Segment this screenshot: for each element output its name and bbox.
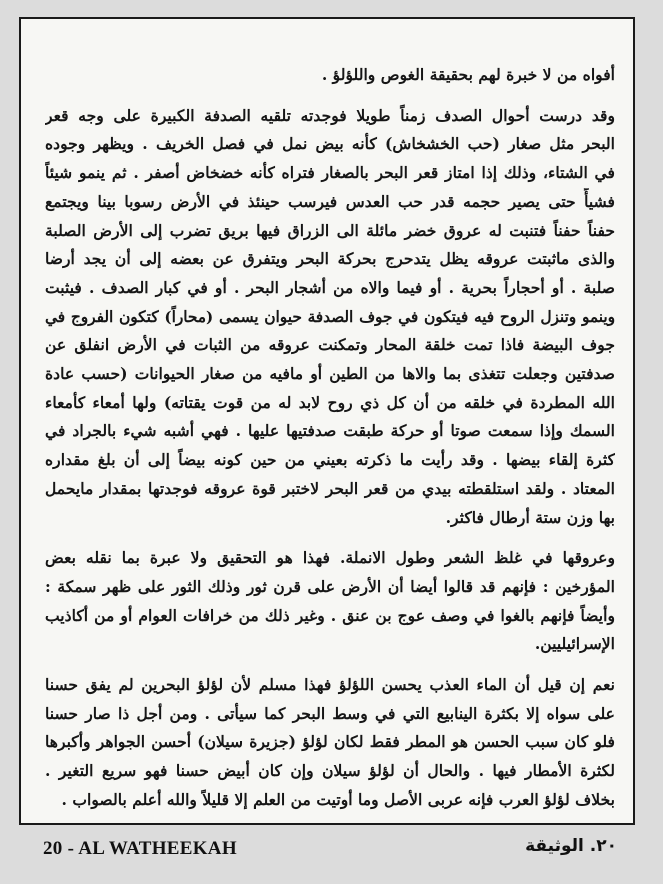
text-line: في الشتاء، وذلك إذا امتاز قعر البحر بالصغار فتراه كأنه خضخاض أصفر . ثم ينمو شيئاً bbox=[45, 163, 615, 183]
text-line: المؤرخين : فإنهم قد قالوا أيضا أن الأرض على قرن ثور وذلك الثور على ظهر سمكة : bbox=[45, 576, 615, 596]
text-line: حفناً حفناً فتنبت له عروق خضر مائلة الى الزراق فيها بريق تضرب إلى الأرض الصلبة bbox=[45, 220, 615, 240]
text-line: جوف البيضة فاذا تمت خلقة المحار وتمكنت عروقه من الثبات في الأرض انفلق عن bbox=[45, 335, 615, 355]
text-line: الإسرائيليين. bbox=[534, 634, 615, 654]
text-line: على سواه إلا بكثرة الينابيع التي في وسط البحر كما سيأتى . ومن أجل ذا صار حسنا bbox=[45, 703, 615, 723]
text-line: صدفتين وجعلت تتغذى بما والاها من الطين أو مافيه من صغار الحيوانات (حسب عادة bbox=[45, 364, 615, 384]
text-line: وينمو وتنزل الروح فيه فيتكون في جوف الصدفة حيوان يسمى (محاراً) كتكون الفروج في bbox=[45, 307, 615, 326]
text-line: كثرة إلقاء بيضها . وقد رأيت ما ذكرته بعيني من حين كونه بيضاً إلى أن بلغ مقداره bbox=[45, 450, 615, 470]
text-line: أفواه من لا خبرة لهم بحقيقة الغوص واللؤلؤ . bbox=[321, 65, 615, 84]
text-line: وأيضاً فإنهم بالغوا في وصف عوج بن عنق . وغير ذلك من خرافات العوام أو من أكاذيب bbox=[45, 605, 615, 625]
text-line: فشيأً حتى يصير حجمه قدر حب العدس فيرسب حينئذ في الأرض رسوبا بينا ويجتمع bbox=[45, 191, 615, 211]
article-body bbox=[45, 61, 615, 815]
text-line: بها وزن ستة أرطال فاكثر. bbox=[445, 507, 615, 527]
text-line: صلبة . أو أحجاراً بحرية . أو فيما والاه من أشجار البحر . أو في كبار الصدف . فيثبت bbox=[45, 277, 615, 297]
paragraph bbox=[45, 102, 615, 533]
text-line: والذى ماثبتت عروقه يظل يتدحرج بحركة البحر ويتفرق عن بعضه إلى أن يجد أرضا bbox=[45, 249, 615, 269]
text-line: الله المطردة في خلقه من أن كل ذي روح لابد له من قوت يقتاته) ولها أمعاء كأمعاء bbox=[45, 392, 615, 412]
text-line: وقد درست أحوال الصدف زمناً طويلا فوجدته تلقيه الصدفة الكبيرة على وجه قعر bbox=[45, 105, 615, 125]
footer-page-label-latin: 20 - AL WATHEEKAH bbox=[43, 838, 237, 859]
text-line: البحر مثل صغار (حب الخشخاش) كأنه بيض نمل في فصل الخريف . ويظهر وجوده bbox=[45, 134, 615, 154]
text-line: لكثرة الأمطار فيها . والحال أن لؤلؤ سيلان وإن كان أبيض حسنا فهو سريع التغير . bbox=[45, 761, 615, 781]
paragraph bbox=[45, 671, 615, 815]
page-frame bbox=[19, 17, 635, 825]
text-line: نعم إن قيل أن الماء العذب يحسن اللؤلؤ فهذا مسلم لأن لؤلؤ البحرين لم يفق حسنا bbox=[45, 675, 615, 695]
text-line: وعروقها في غلظ الشعر وطول الانملة. فهذا هو التحقيق ولا عبرة بما نقله بعض bbox=[45, 548, 615, 568]
text-line: السمك وإذا سمعت صوتا أو حركة طبقت صدفتيها عليها . فهي أشبه شيء بالجراد في bbox=[45, 421, 615, 441]
paragraph bbox=[45, 61, 615, 90]
footer-page-label-arabic: ٢٠. الوثيقة bbox=[525, 836, 617, 856]
text-line: بخلاف لؤلؤ العرب فإنه عربى الأصل وما أوتيت من العلم إلا قليلاً والله أعلم بالصواب . bbox=[61, 789, 615, 809]
text-line: المعتاد . ولقد استلقطته بيدي من قعر البحر لاختبر قوة عروقه فوجدتها بمقدار مايحمل bbox=[45, 478, 615, 498]
text-line: فلو كان سبب الحسن هو المطر فقط لكان لؤلؤ (جزيرة سيلان) أحسن الجواهر وأكبرها bbox=[45, 732, 615, 752]
paragraph bbox=[45, 544, 615, 659]
